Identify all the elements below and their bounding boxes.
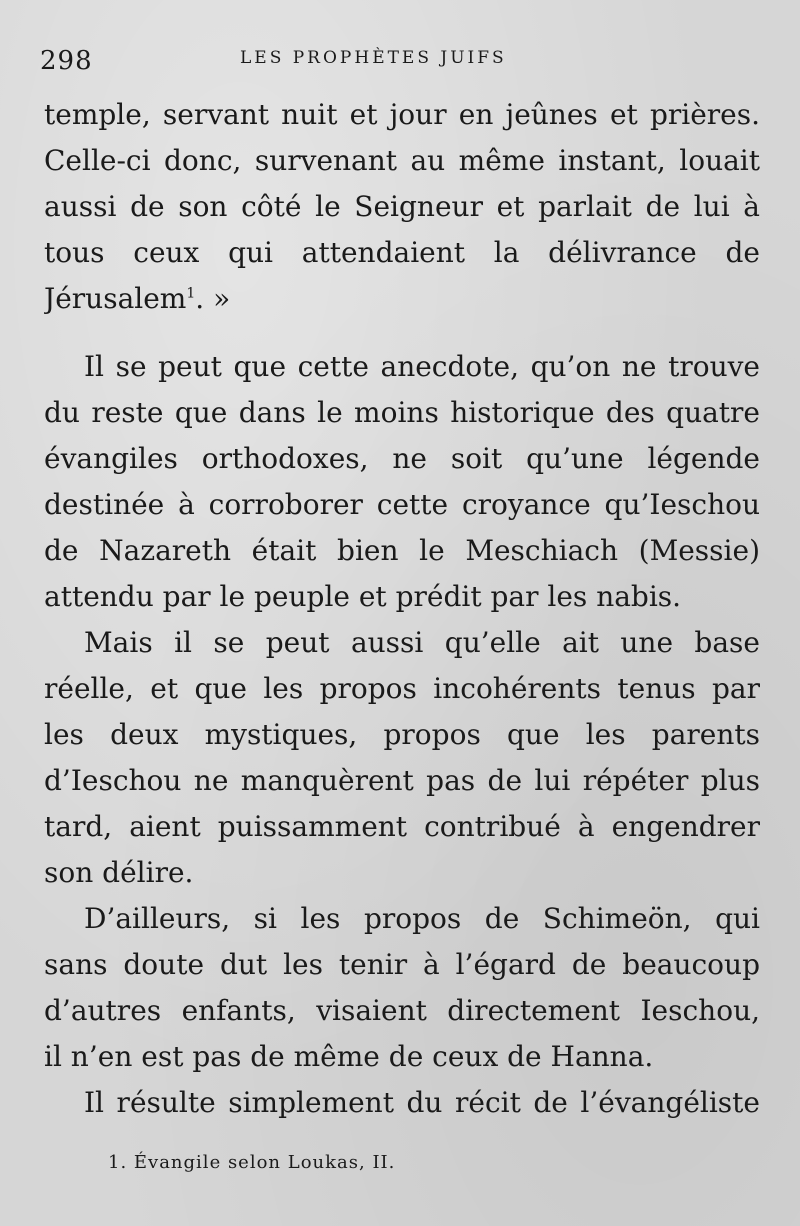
text-line: il n’en est pas de même de ceux de Hanna. bbox=[44, 1040, 654, 1073]
paragraph bbox=[44, 344, 760, 620]
running-head bbox=[40, 44, 760, 76]
page-number: 298 bbox=[40, 46, 93, 76]
text-line: réelle, et que les propos incohérents tenus par bbox=[44, 672, 760, 705]
text-line: sans doute dut les tenir à l’égard de beaucoup bbox=[44, 948, 760, 981]
text-line: de Nazareth était bien le Meschiach (Messie) bbox=[44, 534, 760, 567]
text-fragment: Jérusalem bbox=[44, 282, 187, 315]
text-line: du reste que dans le moins historique des quatre bbox=[44, 396, 760, 429]
text-line: tous ceux qui attendaient la délivrance de bbox=[44, 236, 760, 269]
text-line: aussi de son côté le Seigneur et parlait de lui à bbox=[44, 190, 760, 223]
footnote-ref: 1 bbox=[186, 285, 196, 302]
paragraph bbox=[44, 92, 760, 322]
text-line: d’autres enfants, visaient directement Ieschou, bbox=[44, 994, 760, 1027]
text-fragment: . » bbox=[195, 282, 231, 315]
text-line: évangiles orthodoxes, ne soit qu’une légende bbox=[44, 442, 760, 475]
paragraph bbox=[44, 896, 760, 1080]
paragraph bbox=[44, 620, 760, 896]
paragraph bbox=[44, 1080, 760, 1126]
text-line: son délire. bbox=[44, 856, 194, 889]
text-line: les deux mystiques, propos que les parents bbox=[44, 718, 760, 751]
text-line: Il résulte simplement du récit de l’évangéliste bbox=[84, 1086, 760, 1119]
text-line: Mais il se peut aussi qu’elle ait une base bbox=[84, 626, 760, 659]
running-title: LES PROPHÈTES JUIFS bbox=[240, 48, 507, 68]
text-line: Il se peut que cette anecdote, qu’on ne trouve bbox=[84, 350, 760, 383]
text-line: destinée à corroborer cette croyance qu’Ieschou bbox=[44, 488, 760, 521]
text-line: d’Ieschou ne manquèrent pas de lui répéter plus bbox=[44, 764, 760, 797]
text-line: Celle-ci donc, survenant au même instant, louait bbox=[44, 144, 760, 177]
text-line bbox=[44, 276, 760, 322]
text-line: D’ailleurs, si les propos de Schimeön, qui bbox=[84, 902, 760, 935]
text-line: temple, servant nuit et jour en jeûnes et prières. bbox=[44, 98, 760, 131]
body-text bbox=[44, 92, 760, 1126]
text-line: attendu par le peuple et prédit par les nabis. bbox=[44, 580, 682, 613]
footnote: 1. Évangile selon Loukas, II. bbox=[108, 1152, 396, 1173]
text-line: tard, aient puissamment contribué à engendrer bbox=[44, 810, 760, 843]
